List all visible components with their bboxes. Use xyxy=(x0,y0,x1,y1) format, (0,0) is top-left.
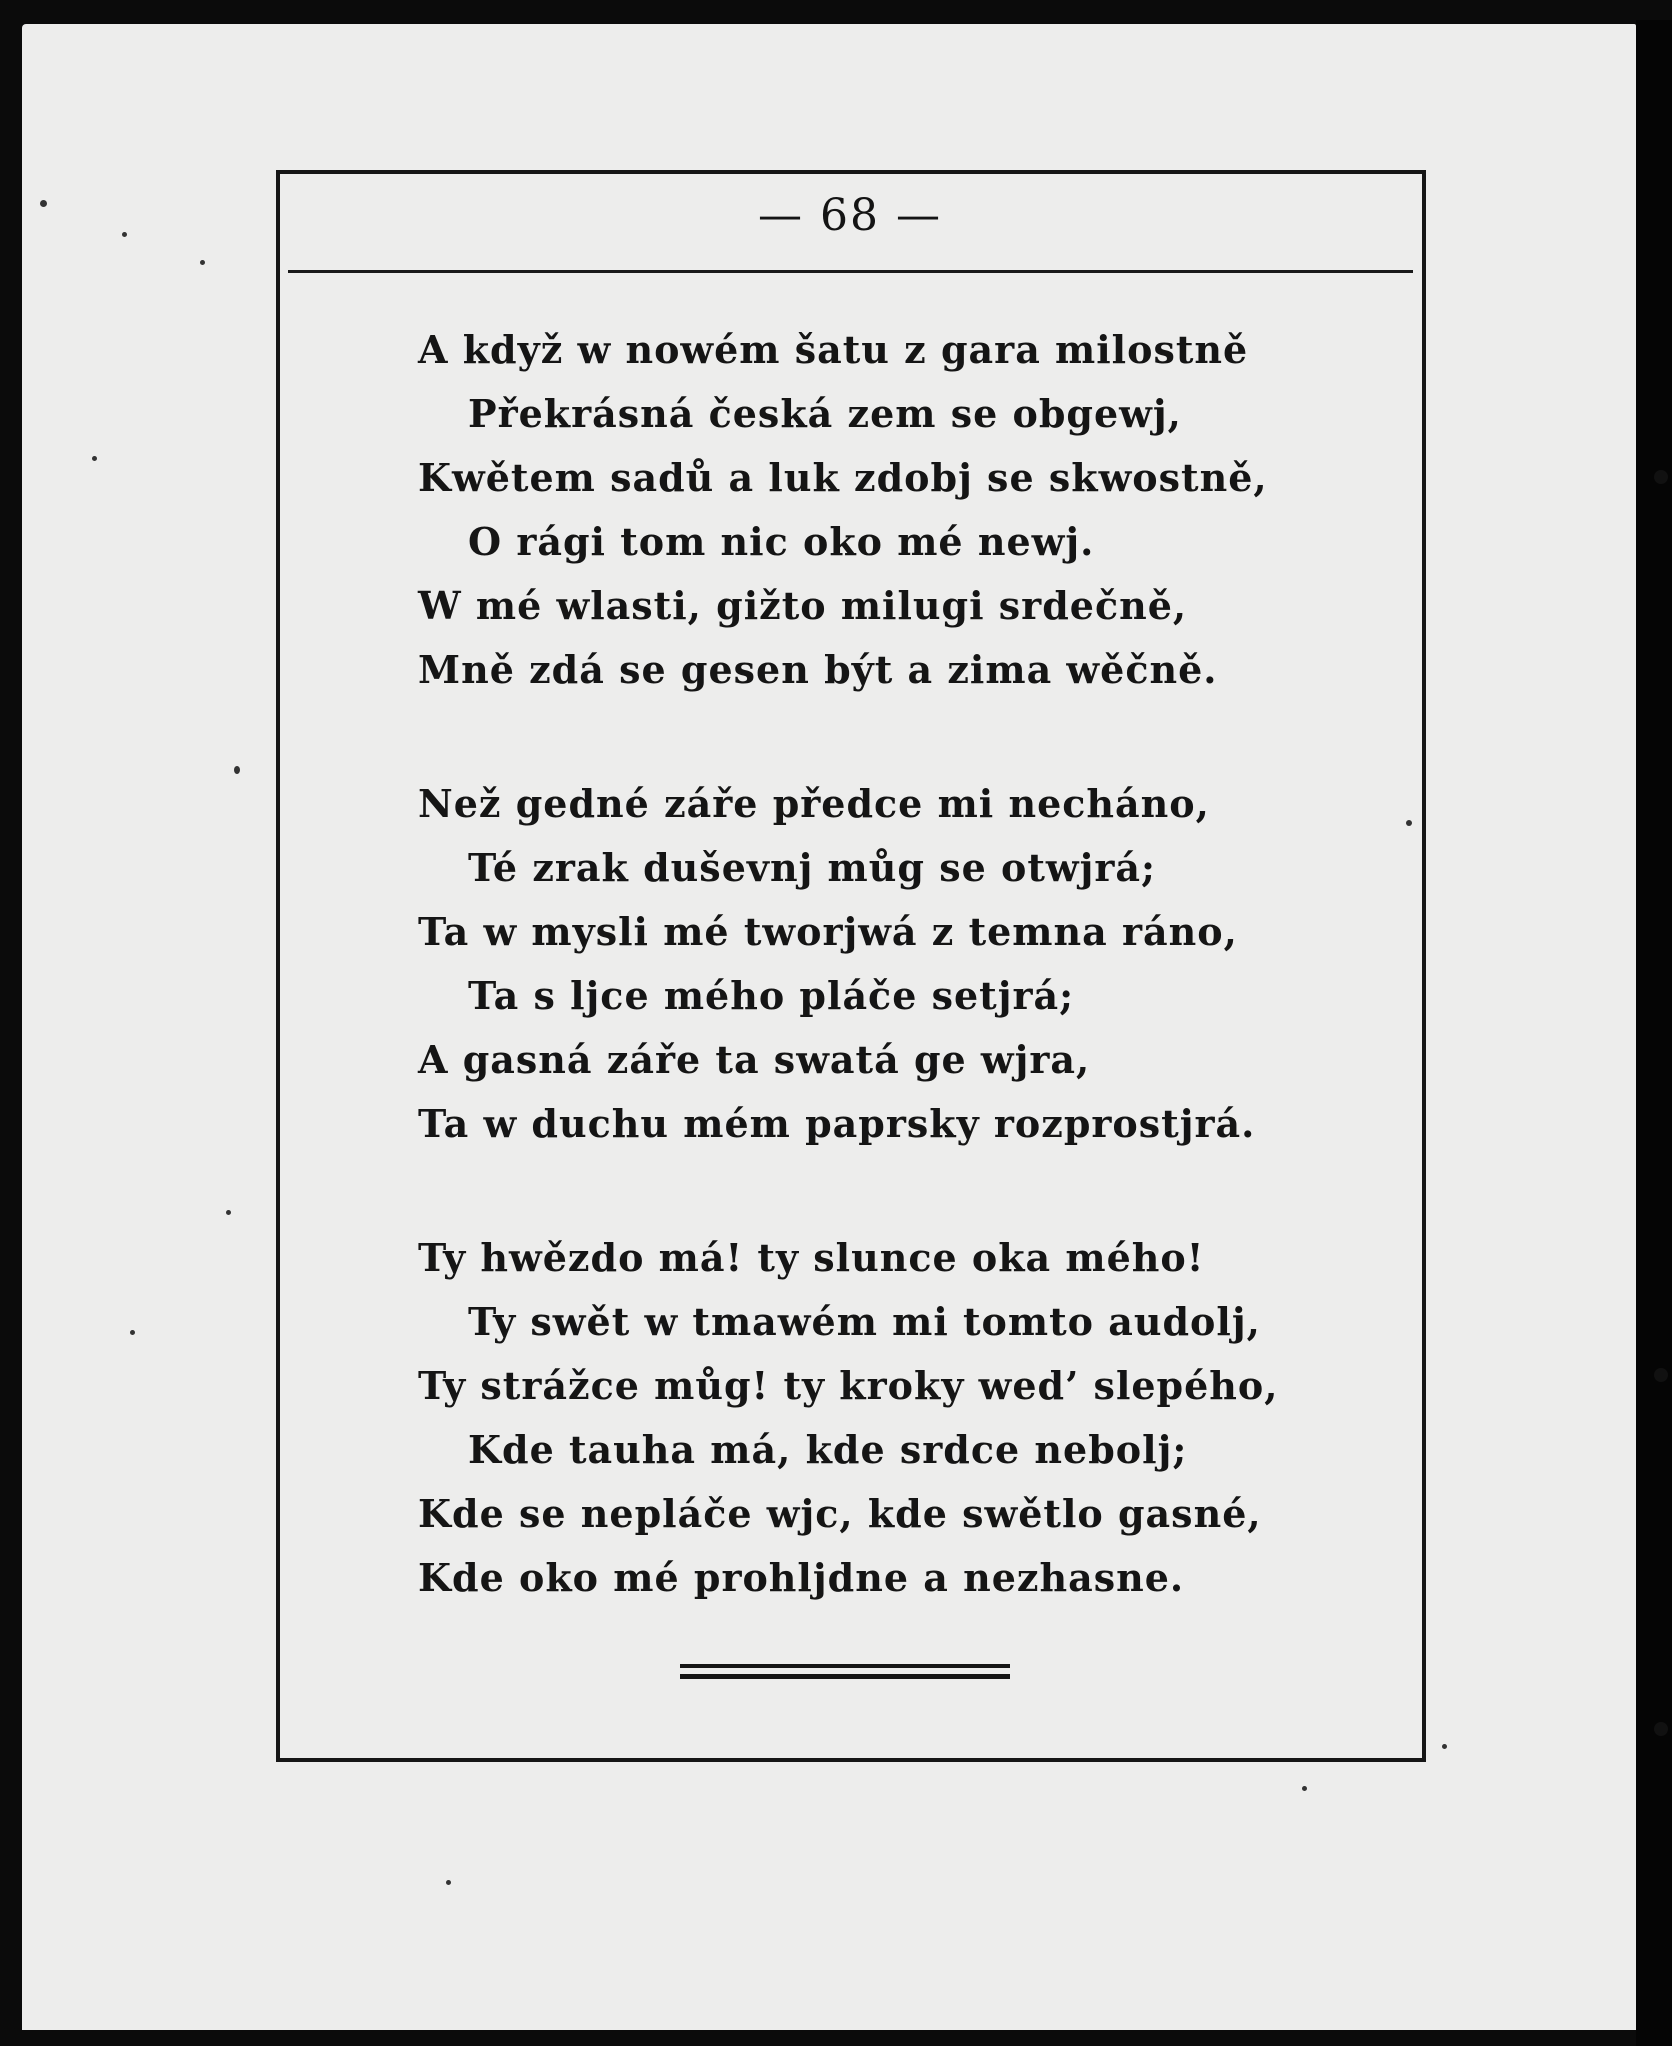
paper-speck xyxy=(130,1330,135,1335)
stanza-2 xyxy=(418,772,1318,1156)
verse-line: Ty hwězdo má! ty slunce oka mého! xyxy=(418,1235,1205,1280)
binding-shadow xyxy=(1636,20,1672,2046)
verse-line: A gasná záře ta swatá ge wjra, xyxy=(418,1037,1091,1082)
stanza-1 xyxy=(418,318,1318,702)
verse-line: Kde tauha má, kde srdce nebolj; xyxy=(468,1427,1188,1472)
paper-speck xyxy=(226,1210,231,1215)
verse-line: Překrásná česká zem se obgewj, xyxy=(468,391,1182,436)
verse-line: Ta w mysli mé tworjwá z temna ráno, xyxy=(418,909,1238,954)
paper-speck xyxy=(200,260,205,265)
stanza-3 xyxy=(418,1226,1318,1610)
paper-speck xyxy=(122,232,127,237)
page-number: — 68 — xyxy=(758,190,942,241)
paper-speck xyxy=(40,200,47,207)
paper-speck xyxy=(1442,1744,1447,1749)
verse-line: A když w nowém šatu z gara milostně xyxy=(418,327,1249,372)
paper-speck xyxy=(92,456,97,461)
verse-line: Kwětem sadů a luk zdobj se skwostně, xyxy=(418,455,1268,500)
paper-speck xyxy=(1302,1786,1307,1791)
verse-line: Kde oko mé prohljdne a nezhasne. xyxy=(418,1555,1185,1600)
binding-stitch xyxy=(1654,1722,1668,1736)
end-ornament-rule xyxy=(680,1674,1010,1679)
verse-line: Ty strážce můg! ty kroky wed’ slepého, xyxy=(418,1363,1279,1408)
verse-line: Mně zdá se gesen být a zima wěčně. xyxy=(418,647,1218,692)
verse-line: Ta w duchu mém paprsky rozprostjrá. xyxy=(418,1101,1256,1146)
verse-line: Než gedné záře předce mi necháno, xyxy=(418,781,1210,826)
verse-line: Ty swět w tmawém mi tomto audolj, xyxy=(468,1299,1261,1344)
binding-stitch xyxy=(1654,1368,1668,1382)
verse-line: O rági tom nic oko mé newj. xyxy=(468,519,1095,564)
binding-stitch xyxy=(1654,470,1668,484)
header-rule xyxy=(288,270,1413,273)
paper-speck xyxy=(446,1880,451,1885)
paper-speck xyxy=(234,766,240,774)
verse-line: W mé wlasti, gižto milugi srdečně, xyxy=(418,583,1188,628)
verse-line: Kde se nepláče wjc, kde swětlo gasné, xyxy=(418,1491,1262,1536)
verse-line: Té zrak duševnj můg se otwjrá; xyxy=(468,845,1157,890)
poem-body xyxy=(418,318,1318,1680)
end-ornament-rule xyxy=(680,1664,1010,1668)
verse-line: Ta s ljce mého pláče setjrá; xyxy=(468,973,1075,1018)
paper-speck xyxy=(1406,820,1412,826)
